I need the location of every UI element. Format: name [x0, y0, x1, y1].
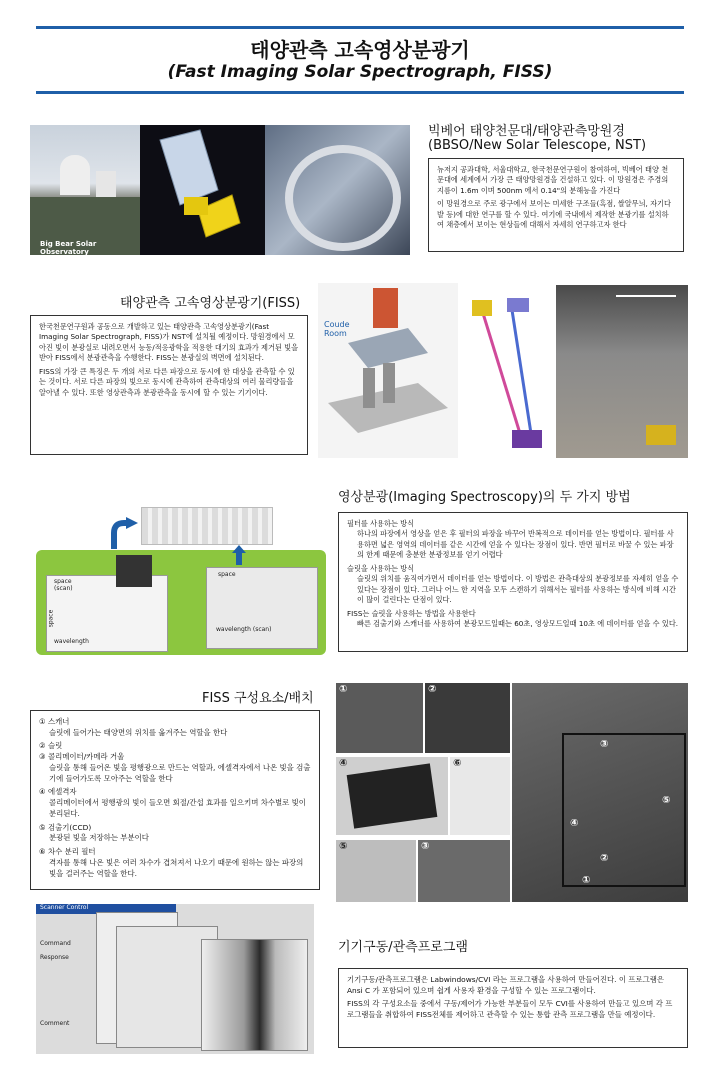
control-heading: 기기구동/관측프로그램	[338, 940, 468, 955]
window-title: Scanner Control	[40, 904, 89, 911]
layout-num-4: ④	[570, 818, 579, 829]
method-3-label: FISS는 슬릿을 사용하는 방법을 사용한다	[347, 608, 476, 618]
comment-label: Comment	[40, 1020, 70, 1027]
bbso-heading-en: (BBSO/New Solar Telescope, NST)	[428, 138, 647, 153]
method-3-desc: 빠른 검출기와 스캐너를 사용하여 분광모드일때는 60초, 영상모드일때 10초 에 데이터를 얻을 수 있다.	[357, 618, 679, 628]
lab-room-photo	[556, 285, 688, 458]
filter-photo	[450, 757, 510, 835]
scanner-photo	[336, 683, 423, 753]
mirror-photo	[418, 840, 510, 902]
component-4-desc: 콜리메이터에서 평행광의 빛이 들오면 회절/간섭 효과를 일으키며 차수별로 빛이 분리된다.	[49, 798, 306, 818]
fiss-optics-drawing	[462, 290, 554, 460]
optical-bench-photo	[512, 683, 688, 902]
space-scan-label: space (scan)	[54, 578, 73, 592]
sun-image	[116, 555, 152, 587]
page-subtitle: (Fast Imaging Solar Spectrograph, FISS)	[167, 62, 553, 82]
control-paragraph-2: FISS의 각 구성요소들 중에서 구동/제어가 가능한 부분들이 모두 CVI를 사용하여 만들고 있으며 각 프로그램들을 취합하여 FISS전체를 제어하고 관측할 수 있는 통합 관측 프로그램을 만들 예정이다.	[347, 999, 673, 1020]
spectrum-window	[201, 939, 308, 1051]
component-5-name: 검출기(CCD)	[48, 822, 92, 832]
photo-num-2: ②	[428, 684, 437, 695]
top-rule	[36, 26, 684, 29]
wavelength-scan-label: wavelength (scan)	[216, 626, 272, 633]
observatory-dome	[60, 155, 90, 195]
layout-num-5: ⑤	[662, 795, 671, 806]
photo-num-1: ①	[339, 684, 348, 695]
curved-arrow-icon	[108, 517, 138, 551]
photo-num-4: ④	[339, 758, 348, 769]
component-2-name: 슬릿	[48, 741, 63, 751]
page-title: 태양관측 고속영상분광기	[250, 38, 470, 62]
space-label-right: space	[218, 571, 236, 578]
telescope-drawing	[140, 125, 265, 255]
control-text-box	[338, 968, 688, 1048]
fiss-heading: 태양관측 고속영상분광기(FISS)	[120, 296, 301, 311]
component-5-num: ⑤	[39, 822, 46, 832]
space-vertical-label: space	[47, 609, 55, 628]
component-1-num: ①	[39, 717, 46, 726]
component-6-desc: 격자를 통해 나온 빛은 여러 차수가 겹쳐져서 나오기 때문에 원하는 않는 파장의 빛을 걸러주는 역할을 한다.	[49, 857, 304, 878]
component-3-desc: 슬릿을 통해 들어온 빛을 평행광으로 만드는 역할과, 에셀격자에서 나온 빛을 검출기에 들어가도록 모아주는 역할을 한다	[49, 762, 311, 783]
bench-frame	[562, 733, 686, 887]
components-text-box	[30, 710, 320, 890]
telescope-diagram	[140, 125, 265, 255]
coude-room-drawing	[318, 283, 458, 458]
components-heading: FISS 구성요소/배치	[202, 691, 314, 706]
response-label: Response	[40, 954, 69, 961]
method-2-desc: 슬릿의 위치를 움직여가면서 데이터를 얻는 방법이다. 이 방법은 관측대상의 분광정보를 자세히 얻을 수 있다는 장점이 있다. 그러나 어느 한 지역을 모두 스캔하기 위해서는 필터를 사용하는 방식에 비해 시간이 많이 걸린다는 단점이 있다.	[357, 574, 679, 605]
fiss-paragraph-2: FISS의 가장 큰 특징은 두 개의 서로 다른 파장으로 동시에 한 대상을 관측할 수 있는 것이다. 서로 다른 파장의 빛으로 동시에 관측하여 관측대상의 여러 물리량들을 알아낼 수 있다. 또한 영상관측과 분광관측을 동시에 할 수 있는 기기이다.	[39, 366, 295, 397]
component-2-num: ②	[39, 741, 46, 751]
layout-num-2: ②	[600, 853, 609, 864]
bbso-paragraph-1: 뉴저지 공과대학, 서울대학교, 한국천문연구원이 참여하여, 빅베어 태양 천문대에 세계에서 가장 큰 태양망원경을 건설하고 있다. 이 망원경은 주경의 지름이 1.6m 이며 500nm 에서 0.14"의 분해능을 가진다	[437, 165, 669, 195]
component-3-name: 콜리메이터/카메라 거울	[48, 752, 125, 762]
control-paragraph-1: 기기구동/관측프로그램은 Labwindows/CVI 라는 프로그램을 사용하여 만들어진다. 이 프로그램은 Ansi C 가 포함되어 있으며 쉽게 사용자 환경을 구성할 수 있는 프로그램이다.	[347, 975, 664, 995]
bbso-text-box	[428, 158, 684, 252]
imaging-diagram	[36, 505, 326, 655]
grating-body	[347, 763, 438, 828]
fiss-text-box	[30, 315, 308, 455]
imaging-text-box	[338, 512, 688, 652]
slit-photo	[425, 683, 510, 753]
component-3-num: ③	[39, 752, 46, 762]
wavelength-label: wavelength	[54, 638, 89, 645]
component-5-desc: 분광된 빛을 저장하는 부분이다	[49, 833, 149, 843]
photo-num-6: ⑥	[453, 758, 462, 769]
method-1-desc: 하나의 파장에서 영상을 얻은 후 필터의 파장을 바꾸어 반복적으로 데이터를 얻는 방법이다. 필터를 사용하면 넓은 영역의 데이터를 같은 시간에 얻을 수 있다는 장점이 있다. 반면 필터로 바꿀 수 있는 파장의 한계 때문에 충분한 분광정보를 얻기 어렵다	[357, 529, 674, 560]
telescope-ring	[285, 145, 401, 251]
photo-num-5: ⑤	[339, 841, 348, 852]
component-6-num: ⑥	[39, 847, 46, 857]
up-arrow-icon	[232, 545, 246, 565]
photo-caption: Big Bear Solar Observatory	[40, 240, 97, 255]
bbso-heading: 빅베어 태양천문대/태양관측망원경	[428, 124, 625, 139]
layout-num-1: ①	[582, 875, 591, 886]
component-4-name: 에셀격자	[48, 787, 77, 797]
header-bottom-rule	[36, 91, 684, 94]
component-1-name: 스캐너	[48, 717, 70, 726]
layout-num-3: ③	[600, 739, 609, 750]
imaging-heading: 영상분광(Imaging Spectroscopy)의 두 가지 방법	[338, 490, 631, 505]
lab-equipment	[646, 425, 676, 445]
fiss-optics-diagram	[462, 290, 554, 460]
component-1-desc: 슬릿에 들어가는 태양면의 위치를 옮겨주는 역할을 한다	[49, 727, 228, 737]
coude-room-diagram	[318, 283, 458, 458]
grating-photo	[336, 757, 448, 835]
method-1-label: 필터를 사용하는 방식	[347, 519, 415, 528]
lab-light	[616, 295, 676, 297]
ccd-photo	[336, 840, 416, 902]
bbso-paragraph-2: 이 망원경으로 주로 광구에서 보이는 미세한 구조들(흑점, 쌀알무늬, 자기다발 등)에 대한 연구를 할 수 있다. 여기에 국내에서 제작한 분광기를 설치하여 채층에서 보이는 현상들에 대해서 자세히 연구하고자 한다	[437, 199, 671, 230]
fiss-paragraph-1: 한국천문연구원과 공동으로 개발하고 있는 태양관측 고속영상분광기(Fast Imaging Solar Spectrograph, FISS)가 NST에 설치될 예정이다. 망원경에서 모아진 빛이 분광실로 내려오면서 능동/적응광학을 적용한 대기의 효과가 제거된 빛을 받아 FISS에서 분광관측을 수행한다. FISS는 분광실의 벽면에 설치된다.	[39, 322, 299, 363]
observatory-photo	[30, 125, 140, 255]
command-label: Command	[40, 940, 71, 947]
photo-num-3: ③	[421, 841, 430, 852]
software-screenshot	[36, 904, 314, 1054]
data-cube	[141, 507, 273, 545]
telescope-photo	[265, 125, 410, 255]
coude-room-label: Coude Room	[324, 320, 350, 338]
component-6-name: 차수 분리 필터	[48, 847, 96, 857]
observatory-building	[96, 171, 116, 197]
filter-scan-frame	[206, 567, 318, 649]
method-2-label: 슬릿을 사용하는 방식	[347, 563, 415, 573]
component-4-num: ④	[39, 787, 46, 797]
